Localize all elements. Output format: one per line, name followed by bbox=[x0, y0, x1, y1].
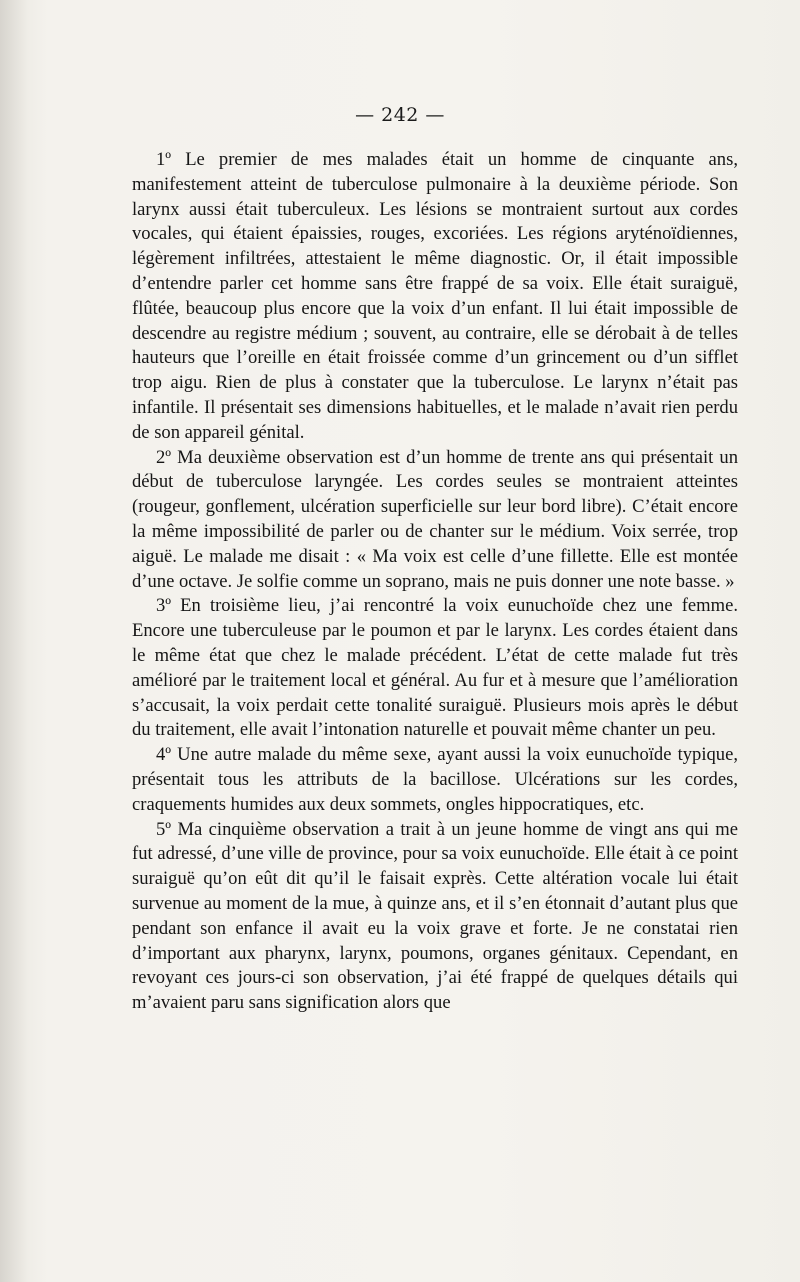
paragraph-observation-3: 3º En troisième lieu, j’ai rencontré la voix eunuchoïde chez une femme. Encore une tuberculeuse par le poumon et par le larynx. Les cordes étaient dans le même état que chez le malade précédent. L’état de cette malade fut très amélioré par le traitement local et général. Au fur et à mesure que l’amélioration s’accusait, la voix perdait cette tonalité suraiguë. Plusieurs mois après le début du traitement, elle avait l’intonation naturelle et pouvait même chanter un peu. bbox=[132, 595, 738, 741]
paragraph-observation-5: 5º Ma cinquième observation a trait à un jeune homme de vingt ans qui me fut adressé, d’une ville de province, pour sa voix eunuchoïde. Elle était à ce point suraiguë qu’on eût dit qu’il le faisait exprès. Cette altération vocale lui était survenue au moment de la mue, à quinze ans, et il s’en étonnait d’autant plus que pendant son enfance il avait eu la voix grave et forte. Je ne constatai rien d’important aux pharynx, larynx, poumons, organes génitaux. Cependant, en revoyant ces jours-ci son observation, j’ai été frappé de quelques détails qui m’avaient paru sans signification alors que bbox=[132, 818, 738, 1014]
paragraph-observation-2: 2º Ma deuxième observation est d’un homme de trente ans qui présentait un début de tuberculose laryngée. Les cordes seules se montraient atteintes (rougeur, gonflement, ulcération superficielle sur leur bord libre). C’était encore la même impossibilité de parler ou de chanter sur le médium. Voix serrée, trop aiguë. Le malade me disait : « Ma voix est celle d’une fillette. Elle est montée d’une octave. Je solfie comme un soprano, mais ne puis donner une note basse. » bbox=[132, 446, 738, 592]
paragraph-observation-1: 1º Le premier de mes malades était un homme de cinquante ans, manifestement atteint de tuberculose pulmonaire à la deuxième période. Son larynx aussi était tuberculeux. Les lésions se montraient surtout aux cordes vocales, qui étaient épaissies, rouges, excoriées. Les régions aryténoïdiennes, légèrement infiltrées, attestaient le même diagnostic. Or, il était impossible d’entendre parler cet homme sans être frappé de sa voix. Elle était suraiguë, flûtée, beaucoup plus encore que la voix d’un enfant. Il lui était impossible de descendre au registre médium ; souvent, au contraire, elle se dérobait à de telles hauteurs que l’oreille en était froissée comme d’un grincement ou d’un sifflet trop aigu. Rien de plus à constater que la tuberculose. Le larynx n’était pas infantile. Il présentait ses dimensions habituelles, et le malade n’avait rien perdu de son appareil génital. bbox=[132, 149, 738, 443]
page-edge-shadow bbox=[0, 0, 28, 1282]
body-text bbox=[132, 148, 738, 1016]
page-number: — 242 — bbox=[355, 104, 445, 126]
paragraph-observation-4: 4º Une autre malade du même sexe, ayant aussi la voix eunuchoïde typique, présentait tous les attributs de la bacillose. Ulcérations sur les cordes, craquements humides aux deux sommets, ongles hippocratiques, etc. bbox=[132, 744, 738, 815]
